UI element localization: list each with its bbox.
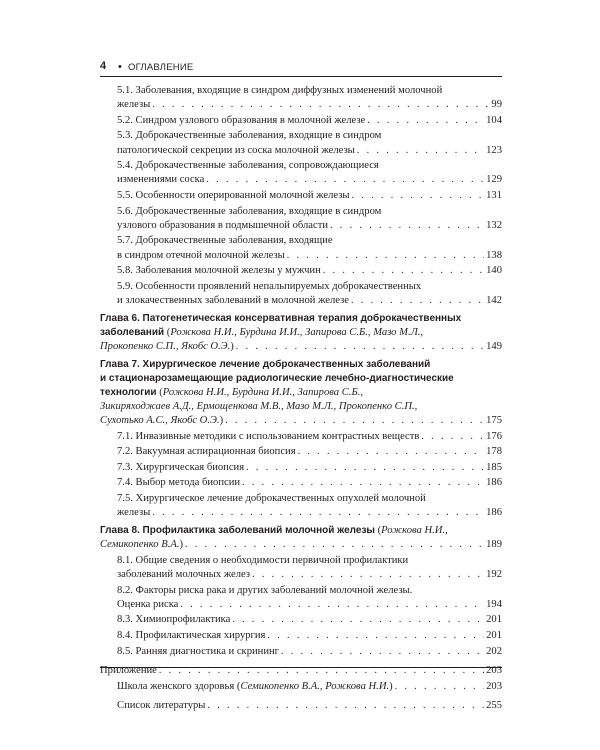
- toc-chapter-7[interactable]: Глава 7. Хирургическое лечение доброкачественных заболеваний и стационарозамещающие радиологические лечебно-диагностические технологии (Рожкова Н.И., Бурдина И.И., Запирова С.Б., Зикиряходжаев А.Д., Ермощенкова М.В., Мазо М.Л., Прокопенко С.П., Сухотько А.С., Якобс О.Э. ) . . . 175: [100, 358, 502, 428]
- toc-page-number: 132: [486, 219, 502, 231]
- leader-dots: [267, 629, 484, 643]
- toc-entry-text: 8.1. Общие сведения о необходимости первичной профилактики: [117, 554, 409, 566]
- toc-page-number: 104: [486, 114, 502, 126]
- leader-dots: [242, 476, 484, 490]
- chapter-authors: Рожкова Н.И., Бурдина И.И., Запирова С.Б.,: [162, 387, 364, 399]
- toc-entry-8-2[interactable]: [100, 584, 502, 612]
- toc-entry-text: 5.1. Заболевания, входящие в синдром диффузных изменений молочной: [117, 85, 443, 96]
- chapter-title: и стационарозамещающие радиологические лечебно-диагностические: [100, 373, 454, 385]
- leader-dots: [330, 219, 484, 233]
- toc-entry-text: в синдром отечной молочной железы: [117, 249, 285, 261]
- leader-dots: [395, 680, 484, 694]
- toc-page-number: 202: [486, 645, 502, 657]
- chapter-authors: Прокопенко С.П., Якобс О.Э.: [100, 341, 231, 353]
- toc-entry-text: 5.6. Доброкачественные заболевания, входящие в синдром: [117, 205, 382, 217]
- toc-page-number: 176: [486, 430, 502, 442]
- toc-page-number: 186: [486, 477, 502, 489]
- toc-page-number: 123: [486, 144, 502, 156]
- toc-page-number: 175: [486, 415, 502, 427]
- toc-page-number: 131: [486, 189, 502, 201]
- toc-chapter-8[interactable]: Глава 8. Профилактика заболеваний молочной железы (Рожкова Н.И., Семикопенко В.А. ) . . . 189: [100, 524, 502, 552]
- toc-page-number: 129: [486, 174, 502, 186]
- toc-entry-text: Список литературы: [117, 700, 206, 712]
- toc-entry-5-2[interactable]: [100, 114, 502, 128]
- section-title: ОГЛАВЛЕНИЕ: [128, 62, 194, 73]
- leader-dots: [287, 249, 484, 263]
- leader-dots: [357, 144, 484, 158]
- toc-entry-text: Оценка риска: [117, 598, 179, 610]
- toc-page-number: 185: [486, 461, 502, 473]
- toc-entry-5-6[interactable]: [100, 205, 502, 233]
- toc-entry-text: и злокачественных заболеваний в молочной железе: [117, 294, 349, 306]
- toc-entry-5-7[interactable]: [100, 234, 502, 262]
- toc-page-number: 138: [486, 249, 502, 261]
- chapter-title: технологии: [100, 387, 157, 399]
- leader-dots: [252, 568, 484, 582]
- chapter-authors: Семикопенко В.А., Рожкова Н.И.: [240, 680, 390, 692]
- toc-entry-text: 8.3. Химиопрофилактика: [117, 614, 231, 626]
- toc-page-number: 255: [486, 700, 502, 712]
- toc-entry-text: железы: [117, 99, 151, 111]
- toc-entry-text: 7.1. Инвазивные методики с использованием контрастных веществ: [117, 430, 420, 442]
- leader-dots: [246, 461, 484, 475]
- toc-entry-text: 5.9. Особенности проявлений непальпируемых доброкачественных: [117, 280, 422, 292]
- toc-chapter-6[interactable]: Глава 6. Патогенетическая консервативная терапия доброкачественных заболеваний (Рожкова Н.И., Бурдина И.И., Запирова С.Б., Мазо М.Л., Прокопенко С.П., Якобс О.Э. ) . . . 149: [100, 312, 502, 354]
- toc-entry-school[interactable]: Школа женского здоровья (Семикопенко В.А., Рожкова Н.И.) . . . 203: [100, 680, 502, 694]
- chapter-authors: Рожкова Н.И.,: [381, 525, 448, 537]
- toc-page-number: 186: [486, 507, 502, 519]
- toc-entry-text: 5.5. Особенности оперированной молочной железы: [117, 189, 350, 201]
- toc-entry-text: 5.3. Доброкачественные заболевания, входящие в синдром: [117, 130, 382, 142]
- toc-entry-8-3[interactable]: [100, 613, 502, 627]
- toc-entry-text: 5.2. Синдром узлового образования в молочной железе: [117, 114, 366, 126]
- chapter-title: Глава 7. Хирургическое лечение доброкачественных заболеваний: [100, 359, 431, 371]
- toc-entry-5-9[interactable]: [100, 280, 502, 308]
- footer-divider: [100, 667, 502, 668]
- toc-page-number: 192: [486, 568, 502, 580]
- leader-dots: [367, 114, 484, 128]
- table-of-contents: [100, 84, 502, 715]
- toc-entry-text: 5.7. Доброкачественные заболевания, входящие: [117, 235, 333, 247]
- toc-entry-text: 7.3. Хирургическая биопсия: [117, 461, 245, 473]
- leader-dots: [207, 699, 484, 713]
- toc-page-number: 194: [486, 598, 502, 610]
- leader-dots: [225, 414, 484, 428]
- toc-entry-8-4[interactable]: [100, 629, 502, 643]
- chapter-authors: Зикиряходжаев А.Д., Ермощенкова М.В., Мазо М.Л., Прокопенко С.П.,: [100, 401, 418, 413]
- leader-dots: [236, 340, 484, 354]
- toc-entry-text: 5.4. Доброкачественные заболевания, сопровождающиеся: [117, 160, 379, 172]
- toc-entry-text: заболеваний молочных желез: [117, 568, 251, 580]
- leader-dots: [206, 173, 484, 187]
- leader-dots: [232, 613, 484, 627]
- toc-entry-7-3[interactable]: [100, 461, 502, 475]
- toc-entry-text: 8.2. Факторы риска рака и других заболеваний молочной железы.: [117, 584, 413, 596]
- toc-appendix[interactable]: [100, 664, 502, 678]
- toc-entry-7-5[interactable]: [100, 492, 502, 520]
- toc-entry-text: железы: [117, 507, 151, 519]
- chapter-title: Глава 8. Профилактика заболеваний молочной железы: [100, 525, 375, 537]
- toc-page-number: 203: [486, 680, 502, 692]
- toc-page-number: 201: [486, 629, 502, 641]
- toc-entry-5-3[interactable]: [100, 129, 502, 157]
- leader-dots: [185, 538, 484, 552]
- leader-dots: [298, 445, 485, 459]
- toc-entry-text: узлового образования в подмышечной области: [117, 219, 328, 231]
- chapter-title: заболеваний: [100, 327, 165, 339]
- toc-entry-text: Приложение: [100, 664, 157, 676]
- toc-page-number: 178: [486, 446, 502, 458]
- leader-dots: [421, 430, 484, 444]
- leader-dots: [152, 98, 489, 112]
- leader-dots: [152, 506, 484, 520]
- toc-page-number: 142: [486, 294, 502, 306]
- toc-entry-text: 8.5. Ранняя диагностика и скрининг: [117, 645, 280, 657]
- toc-entry-8-1[interactable]: [100, 554, 502, 582]
- leader-dots: [159, 664, 484, 678]
- toc-entry-5-1[interactable]: [100, 84, 502, 112]
- toc-entry-references[interactable]: [100, 699, 502, 713]
- toc-entry-7-4[interactable]: [100, 476, 502, 490]
- header-bullet-icon: •: [118, 61, 123, 73]
- chapter-authors: Семикопенко В.А.: [100, 539, 180, 551]
- toc-entry-text: 5.8. Заболевания молочной железы у мужчин: [117, 265, 321, 277]
- toc-entry-text: Школа женского здоровья: [117, 680, 235, 692]
- header-divider: [100, 76, 502, 77]
- toc-page-number: 149: [486, 341, 502, 353]
- chapter-title: Глава 6. Патогенетическая консервативная терапия доброкачественных: [100, 313, 462, 325]
- leader-dots: [323, 264, 484, 278]
- leader-dots: [352, 189, 485, 203]
- toc-entry-5-4[interactable]: [100, 159, 502, 187]
- toc-page-number: 189: [486, 539, 502, 551]
- toc-entry-7-1[interactable]: [100, 430, 502, 444]
- leader-dots: [281, 645, 484, 659]
- toc-page-number: 99: [491, 99, 502, 111]
- toc-entry-text: 7.4. Выбор метода биопсии: [117, 477, 241, 489]
- toc-entry-8-5[interactable]: [100, 645, 502, 659]
- toc-entry-text: 7.5. Хирургическое лечение доброкачественных опухолей молочной: [117, 492, 426, 504]
- toc-entry-text: патологической секреции из соска молочной железы: [117, 144, 355, 156]
- chapter-authors: Сухотько А.С., Якобс О.Э.: [100, 415, 220, 427]
- chapter-authors: Рожкова Н.И., Бурдина И.И., Запирова С.Б., Мазо М.Л.,: [170, 327, 424, 339]
- page-number: 4: [100, 60, 107, 72]
- toc-entry-7-2[interactable]: [100, 445, 502, 459]
- running-header: [100, 61, 502, 75]
- toc-entry-text: изменениями соска: [117, 174, 205, 186]
- leader-dots: [180, 598, 484, 612]
- toc-entry-text: 8.4. Профилактическая хирургия: [117, 629, 266, 641]
- toc-page-number: 201: [486, 614, 502, 626]
- toc-entry-5-8[interactable]: [100, 264, 502, 278]
- toc-entry-text: 7.2. Вакуумная аспирационная биопсия: [117, 446, 296, 458]
- toc-page-number: 140: [486, 265, 502, 277]
- toc-entry-5-5[interactable]: [100, 189, 502, 203]
- toc-page-number: 203: [486, 664, 502, 676]
- leader-dots: [351, 294, 484, 308]
